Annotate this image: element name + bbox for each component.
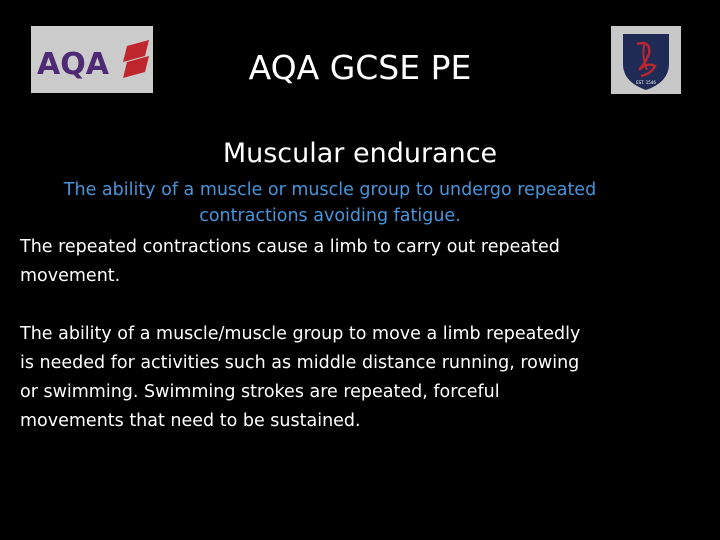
- section-heading: Muscular endurance: [222, 138, 498, 169]
- definition-line: contractions avoiding fatigue.: [199, 206, 461, 226]
- paragraph-line: movement.: [20, 266, 121, 286]
- paragraph-line: The ability of a muscle/muscle group to move a limb repeatedly: [20, 324, 581, 344]
- aqa-logo: [31, 26, 153, 93]
- paragraph-line: The repeated contractions cause a limb to carry out repeated: [20, 237, 560, 257]
- definition-text: [20, 177, 640, 229]
- paragraph-repeated-contractions: [20, 233, 660, 291]
- paragraph-line: or swimming. Swimming strokes are repeated, forceful: [20, 382, 500, 402]
- paragraph-line: is needed for activities such as middle distance running, rowing: [20, 353, 580, 373]
- svg-text:EST. 1546: EST. 1546: [636, 80, 656, 85]
- slide-title: AQA GCSE PE: [248, 48, 472, 87]
- definition-line: The ability of a muscle or muscle group to undergo repeated: [63, 180, 597, 200]
- paragraph-activities: [20, 320, 660, 436]
- svg-text:AQA: AQA: [37, 47, 109, 82]
- school-crest-logo: [611, 26, 681, 94]
- paragraph-line: movements that need to be sustained.: [20, 411, 361, 431]
